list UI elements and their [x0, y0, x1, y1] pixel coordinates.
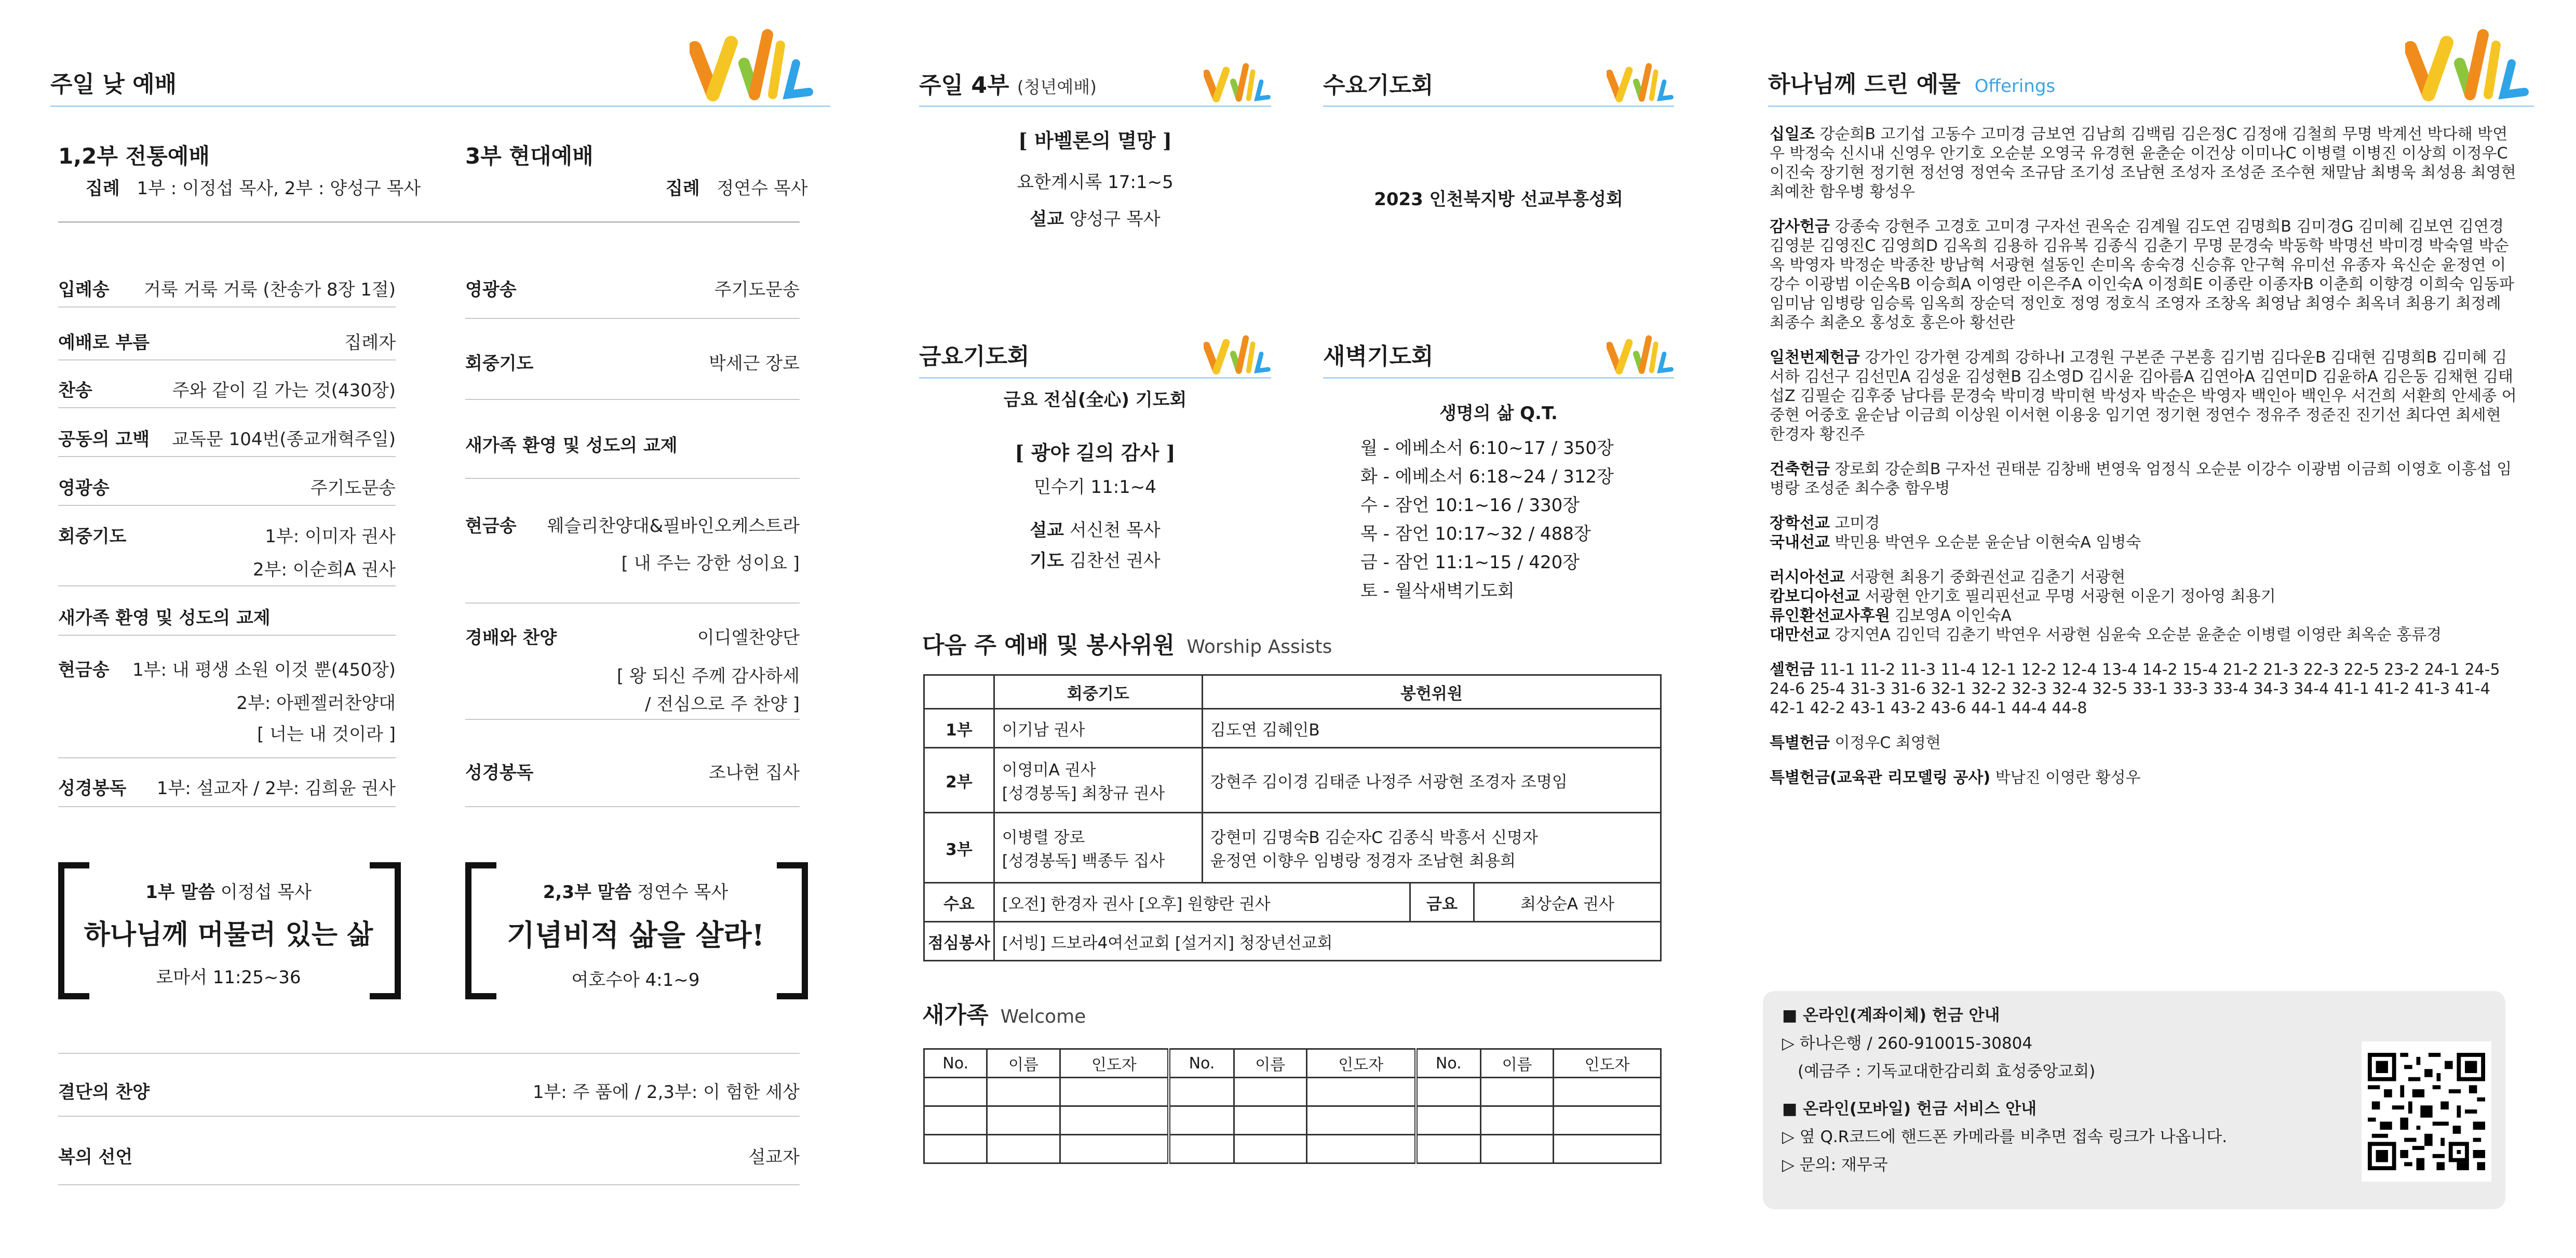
table-cell: 2부 — [924, 748, 994, 813]
sermon-1 — [83, 878, 374, 988]
reading-name: [성경봉독] 백종두 집사 — [1002, 852, 1165, 871]
contemporary-service-heading: 3부 현대예배 — [465, 143, 594, 169]
youth-preacher-label: 설교 — [1030, 209, 1064, 230]
offering-third: [ 너는 내 것이라 ] — [257, 724, 396, 745]
youth-subtitle: (청년예배) — [1017, 77, 1097, 97]
table-header: No. — [924, 1049, 987, 1078]
order-value: 주기도문송 — [310, 478, 396, 499]
offer-names: 강현미 김명숙B 김순자C 김종식 박흥서 신명자 — [1210, 828, 1539, 847]
church-logo-icon — [1607, 333, 1674, 377]
newcomers-title: 새가족 — [922, 1002, 989, 1028]
offering-names: 강가인 강가현 강계희 강하나I 고경원 구본준 구본흥 김기범 김다운B 김대현 김명희B 김미혜 김서하 김선구 김선민A 김성윤 김성현B 김소영D 김시윤 김아름A 김연아A 김연미D 김윤하A 김은동 김채현 김태섭Z 김필순 김후중 남다름 문경숙 박미경 박미현 박성자 박순은 박영자 백인아 백인우 서건희 서환희 안세종 어중현 어중호 윤순남 이금희 이상원 이서현 이용웅 임기연 정기현 정연수 정유주 정준진 진기선 최다연 최세현 한경자 황진주 — [1770, 349, 2517, 444]
table-cell — [994, 813, 1202, 883]
order-label: 입례송 — [58, 279, 110, 300]
divider — [465, 719, 800, 720]
traditional-service-heading: 1,2부 전통예배 — [58, 143, 210, 169]
offering-names: 11-1 11-2 11-3 11-4 12-1 12-2 12-4 13-4 14-2 15-4 21-2 21-3 22-3 22-5 23-2 24-1 24-5 24-6 25-4 31-3 31-6 32-1 32-2 32-3 32-4 32-5 33-1 33-3 33-4 34-3 34-4 41-1 41-2 41-3 41-4 42-1 42-2 43-1 43-2 43-6 44-1 44-4 44-8 — [1770, 661, 2500, 717]
qr-code-icon[interactable] — [2368, 1048, 2485, 1175]
scripture-label: 성경봉독 — [58, 778, 127, 799]
table-cell: 점심봉사 — [924, 922, 994, 961]
dawn-theme: 생명의 삶 Q.T. — [1439, 403, 1558, 424]
church-logo-icon — [1204, 333, 1271, 377]
sermon-preacher: 정연수 목사 — [637, 882, 729, 903]
table-header: 이름 — [987, 1049, 1060, 1078]
friday-theme: 금요 전심(全心) 기도회 — [1003, 390, 1187, 410]
table-header: 인도자 — [1060, 1049, 1169, 1078]
table-header — [924, 675, 994, 709]
table-row — [924, 1135, 1661, 1163]
sermon-bracket-right — [370, 862, 401, 999]
order-item — [465, 275, 800, 301]
table-row — [924, 748, 1661, 813]
offerings-title: 하나님께 드린 예물 — [1768, 71, 1961, 98]
offering-category: 장학선교 — [1770, 514, 1830, 532]
order-value: 주기도문송 — [714, 279, 800, 300]
congregational-prayer — [58, 522, 396, 584]
offering-names: 서광현 최용기 중화권선교 김춘기 서광현 — [1850, 568, 2126, 586]
friday-content — [919, 385, 1271, 572]
assists-title-en: Worship Assists — [1186, 636, 1332, 658]
order-label: 회중기도 — [465, 353, 534, 374]
table-header: 인도자 — [1306, 1049, 1415, 1078]
sermon-preacher: 이정섭 목사 — [220, 882, 312, 903]
order-value: 교독문 104번(종교개혁주일) — [172, 429, 396, 450]
table-row — [924, 1078, 1661, 1106]
divider — [58, 505, 396, 506]
bank-account: ▷ 하나은행 / 260-910015-30804 — [1782, 1034, 2033, 1053]
youth-reference: 요한계시록 17:1~5 — [1017, 172, 1174, 193]
offering-paragraph — [1770, 768, 2520, 787]
presider-value: 정연수 목사 — [717, 178, 808, 199]
sermon-2 — [490, 878, 781, 991]
scripture-reading — [58, 774, 396, 799]
table-header: 이름 — [1480, 1049, 1553, 1078]
mobile-title: ■ 온라인(모바일) 헌금 서비스 안내 — [1782, 1100, 2037, 1118]
offering-paragraph — [1770, 625, 2520, 645]
divider — [58, 635, 396, 636]
order-value: 박세근 장로 — [708, 353, 800, 374]
scripture-reading — [465, 758, 800, 784]
prayer-label: 회중기도 — [58, 526, 127, 547]
divider — [58, 221, 800, 223]
offering-paragraph — [1770, 217, 2520, 332]
offering-paragraph — [1770, 660, 2520, 718]
order-item — [58, 328, 396, 354]
offering-category: 특별헌금(교육관 리모델링 공사) — [1770, 769, 1991, 787]
offering-category: 대만선교 — [1770, 626, 1830, 644]
table-header: No. — [1416, 1049, 1481, 1078]
table-header: 이름 — [1234, 1049, 1306, 1078]
order-value: 거룩 거룩 거룩 (찬송가 8장 1절) — [143, 279, 396, 300]
friday-reference: 민수기 11:1~4 — [1034, 477, 1156, 498]
divider — [58, 306, 396, 307]
offering-paragraph — [1770, 733, 2520, 753]
order-label: 공동의 고백 — [58, 429, 150, 450]
offering-paragraph — [1770, 568, 2520, 587]
youth-service-title — [919, 66, 1097, 100]
order-item — [465, 349, 800, 374]
dawn-day: 목 - 잠언 10:17~32 / 488장 — [1360, 524, 1591, 544]
presider-value: 1부 : 이정섭 목사, 2부 : 양성구 목사 — [137, 178, 421, 199]
offering-names: 고미경 — [1835, 514, 1880, 532]
order-value: 집례자 — [344, 332, 396, 353]
assists-table — [923, 674, 1662, 961]
order-label: 찬송 — [58, 380, 92, 401]
offering-names: 박민용 박연우 오순분 윤순남 이현숙A 임병숙 — [1835, 533, 2141, 552]
dawn-day: 화 - 에베소서 6:18~24 / 312장 — [1360, 466, 1614, 487]
offering-category: 감사헌금 — [1770, 218, 1830, 236]
divider — [58, 359, 396, 360]
offerings-title-en: Offerings — [1974, 76, 2056, 97]
closing-value: 설교자 — [748, 1147, 800, 1168]
church-logo-icon — [690, 27, 814, 105]
presider-label: 집례 — [666, 178, 700, 199]
newcomers-heading — [922, 996, 1086, 1029]
table-cell: [서빙] 드보라4여선교회 [설거지] 청장년선교회 — [994, 922, 1661, 961]
table-header: 봉헌위원 — [1202, 675, 1661, 709]
praise-label: 경배와 찬양 — [465, 627, 557, 648]
friday-value: 최상순A 권사 — [1520, 894, 1614, 914]
friday-label: 금요 — [1411, 884, 1475, 921]
divider — [58, 757, 396, 758]
offering-names: 이정우C 최영현 — [1835, 734, 1941, 752]
offerings-heading — [1768, 65, 2055, 99]
offering-second: 2부: 아펜젤러찬양대 — [236, 693, 396, 714]
newcomers-title-en: Welcome — [1000, 1006, 1086, 1027]
prayer-name: 이영미A 권사 — [1002, 761, 1096, 780]
offering-first: 1부: 내 평생 소원 이것 뿐(450장) — [132, 660, 396, 680]
table-row — [924, 922, 1661, 961]
friday-prayer: 김찬선 권사 — [1069, 551, 1161, 571]
offering-category: 십일조 — [1770, 125, 1815, 143]
offering-category: 셀헌금 — [1770, 661, 1815, 679]
table-row — [924, 813, 1661, 883]
divider — [465, 806, 800, 807]
offering-category: 러시아선교 — [1770, 568, 1845, 586]
sermon-title: 하나님께 머물러 있는 삶 — [84, 919, 373, 951]
assists-heading — [922, 626, 1332, 660]
table-cell — [994, 748, 1202, 813]
dawn-day: 토 - 월삭새벽기도회 — [1360, 581, 1515, 601]
order-value: 주와 같이 길 가는 것(430장) — [172, 380, 396, 401]
offering-paragraph — [1770, 606, 2520, 625]
friday-title: 금요기도회 — [919, 343, 1030, 370]
offering-paragraph — [1770, 460, 2520, 498]
offering-category: 류인환선교사후원 — [1770, 607, 1890, 625]
offering-song — [58, 655, 396, 754]
presider-label: 집례 — [86, 178, 120, 199]
praise-worship — [465, 623, 800, 727]
order-item — [58, 275, 396, 301]
offering-names: 강순희B 고기섭 고동수 고미경 금보연 김남희 김백림 김은정C 김정애 김철희 무명 박계선 박다해 박연우 박정숙 신시내 신영우 안기호 오순분 오영국 유경현 윤춘순 이건상 이미나C 이병렬 이병진 이상희 이정우C 이진숙 장기현 정기현 정선영 정연숙 조규담 조기성 조남현 조성자 조성준 조수현 채말남 최병욱 최성용 최영현 최예찬 함우병 황성우 — [1770, 125, 2516, 201]
dawn-title: 새벽기도회 — [1323, 343, 1434, 370]
scripture-value: 조나현 집사 — [708, 762, 800, 783]
youth-preacher: 양성구 목사 — [1069, 209, 1161, 230]
friday-preacher: 서신천 목사 — [1069, 520, 1161, 541]
dawn-day: 금 - 잠언 11:1~15 / 420장 — [1360, 552, 1580, 573]
offering-names: 강종숙 강현주 고경호 고미경 구자선 권옥순 김계월 김도연 김명희B 김미경G 김미혜 김보연 김연경 김영분 김영진C 김영희D 김옥희 김용하 김유복 김종식 김춘기 무명 문경숙 박동학 박명선 박미경 박숙열 박순옥 박영자 박정순 박종찬 방남혁 서광현 설동인 손미옥 송숙경 신승휴 안구혁 유미선 유종자 육신순 윤정연 이강수 이광범 이순옥B 이승희A 이영란 이은주A 이인숙A 이정희E 이종란 이종자B 이춘희 이향경 이희숙 임동파 임미남 임병랑 임승록 임옥희 장순덕 정인호 정영 정호식 조영자 조창옥 최영남 최영수 최옥녀 최용기 최정례 최종수 최춘오 홍성호 홍은아 황선란 — [1770, 218, 2514, 332]
scripture-value: 1부: 설교자 / 2부: 김희윤 권사 — [156, 778, 396, 799]
table-cell: 이기남 권사 — [994, 709, 1202, 748]
dawn-day: 수 - 잠언 10:1~16 / 330장 — [1360, 495, 1580, 516]
prayer-first: 1부: 이미자 권사 — [265, 526, 396, 547]
table-header: 인도자 — [1554, 1049, 1661, 1078]
welcome-text: 새가족 환영 및 성도의 교제 — [58, 608, 271, 628]
offering-second: [ 내 주는 강한 성이요 ] — [621, 553, 800, 574]
order-label: 영광송 — [465, 279, 517, 300]
welcome-text: 새가족 환영 및 성도의 교제 — [465, 435, 678, 456]
church-logo-icon — [2405, 27, 2530, 105]
divider — [465, 603, 800, 604]
friday-sermon-title: [ 광야 길의 감사 ] — [1015, 441, 1176, 464]
closing-item — [58, 1143, 800, 1168]
prayer-second: 2부: 이순희A 권사 — [252, 559, 396, 580]
offering-label: 현금송 — [465, 516, 517, 537]
divider — [58, 456, 396, 457]
divider — [58, 1116, 800, 1117]
table-cell: 김도연 김혜인B — [1202, 709, 1661, 748]
divider — [58, 585, 396, 586]
wednesday-rule — [1323, 105, 1674, 107]
offering-names: 서광현 안기호 필리핀선교 무명 서광현 이운기 정아영 최용기 — [1865, 587, 2276, 606]
offering-paragraph — [1770, 348, 2520, 444]
praise-song-line1: [ 왕 되신 주께 감사하세 — [616, 666, 800, 687]
dawn-day: 월 - 에베소서 6:10~17 / 350장 — [1360, 438, 1614, 459]
friday-prayer-label: 기도 — [1030, 551, 1064, 571]
scripture-label: 성경봉독 — [465, 762, 534, 783]
panel1-title: 주일 낮 예배 — [50, 71, 177, 98]
offerings-rule — [1768, 105, 2534, 107]
offering-names: 박남진 이영란 황성우 — [1995, 769, 2141, 787]
offering-names: 장로회 강순희B 구자선 권태분 김창배 변영욱 엄정식 오순분 이강수 이광범 이금희 이영호 이흥섭 임병랑 조성준 최수충 함우병 — [1770, 460, 2512, 498]
dawn-schedule — [1360, 434, 1614, 606]
sermon-reference: 여호수아 4:1~9 — [571, 970, 700, 991]
offering-category: 국내선교 — [1770, 533, 1830, 552]
table-cell: 강현주 김이경 김태준 나정주 서광현 조경자 조명임 — [1202, 748, 1661, 813]
online-title: ■ 온라인(계좌이체) 헌금 안내 — [1782, 1006, 2000, 1025]
wednesday-event: 2023 인천북지방 선교부흥성회 — [1374, 189, 1623, 210]
table-row — [924, 1106, 1661, 1135]
offering-category: 건축헌금 — [1770, 460, 1830, 478]
closing-label: 결단의 찬양 — [58, 1082, 150, 1103]
dawn-rule — [1323, 377, 1674, 379]
offering-paragraph — [1770, 533, 2520, 552]
youth-content — [919, 125, 1271, 230]
offering-song — [465, 512, 800, 579]
divider — [465, 318, 800, 319]
reading-name: [성경봉독] 최창규 권사 — [1002, 784, 1165, 803]
offering-paragraph — [1770, 587, 2520, 606]
friday-preacher-label: 설교 — [1030, 520, 1064, 541]
table-header-row — [924, 1049, 1661, 1078]
table-header: 회중기도 — [994, 675, 1202, 709]
table-cell: 1부 — [924, 709, 994, 748]
table-cell: 수요 — [924, 883, 994, 922]
offering-names: 강지연A 김인덕 김춘기 박연우 서광현 심윤숙 오순분 윤춘순 이병렬 이영란 최옥순 홍류경 — [1835, 626, 2442, 644]
offering-category: 일천번제헌금 — [1770, 349, 1860, 367]
youth-sermon-title: [ 바벨론의 멸망 ] — [1018, 129, 1172, 152]
table-header: No. — [1169, 1049, 1234, 1078]
youth-title: 주일 4부 — [919, 72, 1009, 99]
assists-title: 다음 주 예배 및 봉사위원 — [922, 632, 1175, 659]
offering-category: 캄보디아선교 — [1770, 587, 1860, 606]
sermon-title: 기념비적 삶을 살라! — [506, 918, 765, 953]
order-label: 예배로 부름 — [58, 332, 150, 353]
table-cell: 3부 — [924, 813, 994, 883]
sermon-reference: 로마서 11:25~36 — [156, 967, 301, 988]
divider — [58, 806, 396, 807]
offerings-list — [1770, 125, 2520, 787]
offering-paragraph — [1770, 514, 2520, 533]
closing-label: 복의 선언 — [58, 1147, 133, 1168]
table-row — [924, 883, 1661, 922]
divider — [58, 1053, 800, 1054]
offering-category: 특별헌금 — [1770, 734, 1830, 752]
table-cell: [오전] 한경자 권사 [오후] 원향란 권사 — [994, 883, 1410, 922]
order-label: 영광송 — [58, 478, 110, 499]
divider — [58, 1184, 800, 1185]
prayer-name: 이병렬 장로 — [1002, 828, 1085, 847]
order-item — [58, 425, 396, 450]
offering-label: 현금송 — [58, 660, 110, 680]
sermon-label: 2,3부 말씀 — [543, 882, 632, 903]
youth-rule — [919, 105, 1271, 107]
table-row — [924, 709, 1661, 748]
sermon-bracket-right — [777, 862, 808, 999]
account-holder: (예금주 : 기독교대한감리회 효성중앙교회) — [1798, 1062, 2096, 1081]
order-item — [58, 376, 396, 402]
praise-song-line2: / 전심으로 주 찬양 ] — [645, 694, 800, 715]
panel1-title-rule — [50, 105, 830, 107]
offering-first: 웨슬리찬양대&필바인오케스트라 — [547, 516, 800, 537]
offering-names: 김보영A 이인숙A — [1895, 607, 2012, 625]
table-cell — [1202, 813, 1661, 883]
divider — [465, 399, 800, 400]
table-cell — [1410, 883, 1661, 922]
church-logo-icon — [1204, 61, 1271, 105]
wednesday-title: 수요기도회 — [1323, 72, 1434, 99]
newcomers-table — [923, 1048, 1662, 1164]
qr-instruction: ▷ 옆 Q.R코드에 핸드폰 카메라를 비추면 접속 링크가 나옵니다. — [1782, 1128, 2228, 1146]
closing-value: 1부: 주 품에 / 2,3부: 이 험한 세상 — [532, 1082, 800, 1103]
praise-team: 이디엘찬양단 — [697, 627, 800, 648]
church-logo-icon — [1607, 61, 1674, 105]
offering-paragraph — [1770, 125, 2520, 202]
offer-names: 윤정연 이향우 임병랑 정경자 조남현 최용희 — [1210, 852, 1516, 871]
order-item — [58, 474, 396, 499]
friday-rule — [919, 377, 1271, 379]
contact-info: ▷ 문의: 재무국 — [1782, 1156, 1888, 1174]
sermon-label: 1부 말씀 — [145, 882, 215, 903]
online-giving-notice — [1782, 1001, 2227, 1179]
closing-item — [58, 1078, 800, 1103]
divider — [465, 478, 800, 479]
divider — [58, 407, 396, 408]
